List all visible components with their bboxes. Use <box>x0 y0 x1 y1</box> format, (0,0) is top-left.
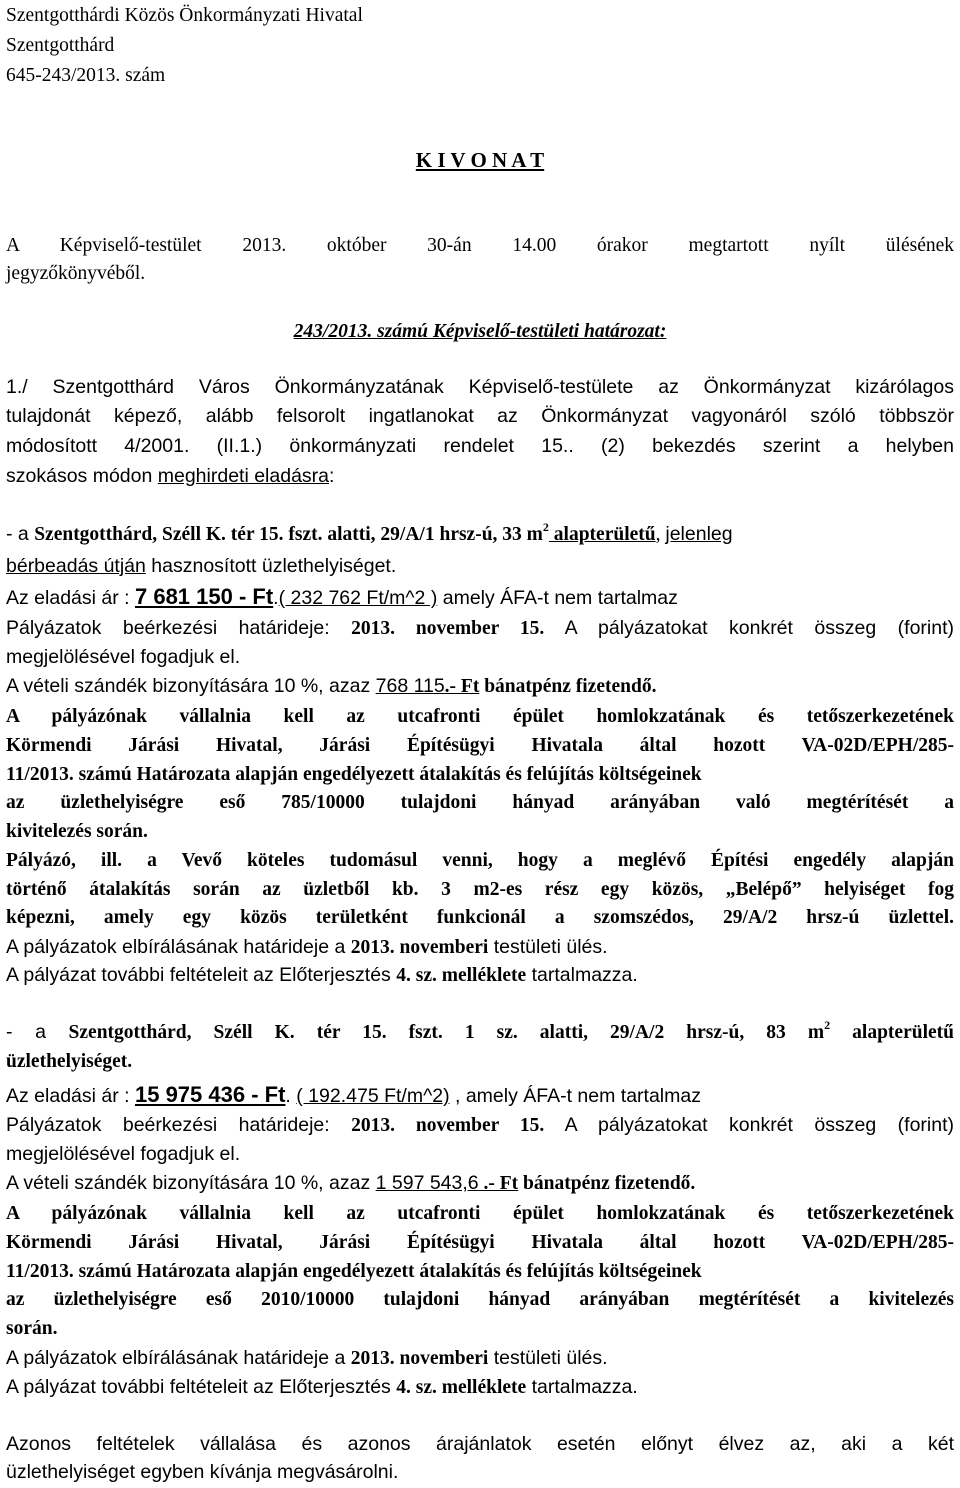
item2-deadline-label: Pályázatok beérkezési határideje: <box>6 1114 352 1136</box>
item1-terms-line <box>6 966 954 986</box>
para1-colon: : <box>329 465 335 487</box>
item1-cond-1: A pályázónak vállalnia kell az utcafronti épület homlokzatának és tetőszerkezetének <box>6 706 954 727</box>
item1-deadline-note: A pályázatokat konkrét összeg (forint) <box>544 617 954 639</box>
item2-dash: - a <box>6 1021 69 1043</box>
item2-address: Szentgotthárd, Széll K. tér 15. fszt. 1 sz. alatti, 29/A/2 hrsz-ú, 83 m <box>68 1022 825 1043</box>
para1-manner: szokásos módon <box>6 465 158 487</box>
item1-deadline-label: Pályázatok beérkezési határideje: <box>6 617 352 639</box>
item1-cond-2: Körmendi Járási Hivatal, Járási Építésügyi Hivatala által hozott VA-02D/EPH/285- <box>6 735 954 756</box>
item1-cond-7: történő átalakítás során az üzletből kb. 3 m2-es rész egy közös, „Belépő” helyiséget fog <box>6 879 954 900</box>
para1-decree: módosított 4/2001. (II.1.) önkormányzati rendelet 15. <box>6 435 569 457</box>
intro-time: 14.00 órakor megtartott nyílt ülésének <box>512 235 955 256</box>
item1-deposit-note: bánatpénz fizetendő. <box>479 676 657 697</box>
item2-terms-label: A pályázat további feltételeit az Előterjesztés <box>6 1376 397 1398</box>
item1-address: Szentgotthárd, Széll K. tér 15. fszt. alatti, 29/A/1 hrsz-ú, 33 m <box>34 524 543 545</box>
item1-cond-8: képezni, amely egy közös területként funkcionál a szomszédos, 29/A/2 hrsz-ú üzlettel. <box>6 907 954 928</box>
para1-line-4 <box>6 467 954 487</box>
item1-price-line <box>6 586 954 609</box>
item2-evaluation-line <box>6 1349 954 1369</box>
item1-line-2 <box>6 557 954 577</box>
item2-area-label: alapterületű <box>830 1022 954 1043</box>
item1-deposit-line <box>6 677 954 697</box>
item1-cond-3: 11/2013. számú Határozata alapján engedélyezett átalakítás és felújítás költségeinek <box>6 764 702 785</box>
item1-evaluation-line <box>6 938 954 958</box>
item1-deadline-line <box>6 619 954 639</box>
intro-body: A Képviselő-testület <box>6 235 202 256</box>
item1-price-per-m2: ( 232 762 Ft/m^2 ) <box>278 587 438 609</box>
item2-price: 15 975 436 - Ft <box>134 1082 286 1107</box>
item2-sup: 2 <box>824 1018 831 1032</box>
item2-line-1 <box>6 1018 954 1043</box>
item2-deposit-currency: .- Ft <box>478 1173 519 1194</box>
item2-price-line <box>6 1084 954 1107</box>
item2-cond-1: A pályázónak vállalnia kell az utcafronti épület homlokzatának és tetőszerkezetének <box>6 1203 954 1224</box>
item2-price-per-m2: ( 192.475 Ft/m^2) <box>296 1085 450 1107</box>
item1-line-1 <box>6 520 954 545</box>
para1-line-2: tulajdonát képező, alább felsorolt ingatlanokat az Önkormányzat vagyonáról szóló többször <box>6 405 954 427</box>
intro-line-1 <box>6 236 954 256</box>
item1-cond-6: Pályázó, ill. a Vevő köteles tudomásul venni, hogy a meglévő Építési engedély alapján <box>6 850 954 871</box>
item1-deposit-label: A vételi szándék bizonyítására 10 %, azaz <box>6 675 376 697</box>
item1-deposit-currency: .- Ft <box>444 676 480 697</box>
item2-terms-line <box>6 1378 954 1398</box>
item1-price: 7 681 150 - Ft <box>134 584 274 609</box>
item2-line-2: üzlethelyiséget. <box>6 1051 133 1072</box>
item1-cond-5: kivitelezés során. <box>6 821 148 842</box>
closing-line-2: üzlethelyiséget egyben kívánja megvásárolni. <box>6 1461 399 1483</box>
city-name: Szentgotthárd <box>6 35 115 56</box>
closing-line-1: Azonos feltételek vállalása és azonos árajánlatok esetén előnyt élvez az, aki a két <box>6 1433 954 1455</box>
item2-deposit-line <box>6 1174 954 1194</box>
item2-deadline-date: 2013. november 15. <box>351 1115 545 1136</box>
item1-currently: jelenleg <box>665 523 733 545</box>
document-title: K I V O N A T <box>415 148 545 172</box>
para1-line-1: 1./ Szentgotthárd Város Önkormányzatának Képviselő-testülete az Önkormányzat kizárólagos <box>6 376 954 398</box>
item1-terms-label: A pályázat további feltételeit az Előterjesztés <box>6 964 397 986</box>
item1-terms-annex: 4. sz. melléklete <box>396 965 527 986</box>
item1-deadline-date: 2013. november 15. <box>351 618 545 639</box>
intro-line-2: jegyzőkönyvéből. <box>6 263 146 284</box>
item1-vat-note: amely ÁFA-t nem tartalmaz <box>437 587 678 609</box>
intro-date: 2013. október 30-án <box>242 235 472 256</box>
item2-cond-5: során. <box>6 1318 58 1339</box>
item1-eval-date: 2013. novemberi <box>350 937 489 958</box>
item2-deadline-note: A pályázatokat konkrét összeg (forint) <box>544 1114 954 1136</box>
item2-eval-note: testületi ülés. <box>488 1347 608 1369</box>
item1-eval-label: A pályázatok elbírálásának határideje a <box>6 936 351 958</box>
para1-line-3 <box>6 437 954 457</box>
item1-area-label: alapterületű <box>548 524 656 545</box>
para1-announce: meghirdeti eladásra <box>157 465 330 487</box>
item2-terms-annex: 4. sz. melléklete <box>396 1377 527 1398</box>
item1-dash: - a <box>6 523 35 545</box>
item2-deadline-line <box>6 1116 954 1136</box>
item2-deadline-line-2: megjelölésével fogadjuk el. <box>6 1143 241 1165</box>
para1-paragraph: . (2) bekezdés szerint a helyben <box>568 435 954 457</box>
item1-terms-note: tartalmazza. <box>526 964 638 986</box>
item2-price-sep: . <box>285 1085 297 1107</box>
item2-deposit-amount: 1 597 543,6 <box>375 1172 479 1194</box>
item1-eval-note: testületi ülés. <box>488 936 608 958</box>
item1-sup: 2 <box>542 520 549 534</box>
item2-vat-note: , amely ÁFA-t nem tartalmaz <box>449 1085 701 1107</box>
item2-cond-3: 11/2013. számú Határozata alapján engedélyezett átalakítás és felújítás költségeinek <box>6 1261 702 1282</box>
item2-deposit-note: bánatpénz fizetendő. <box>518 1173 696 1194</box>
item2-price-label: Az eladási ár : <box>6 1085 135 1107</box>
reference-number: 645-243/2013. szám <box>6 65 166 86</box>
item1-lease: bérbeadás útján <box>6 555 146 577</box>
resolution-title: 243/2013. számú Képviselő-testületi határozat: <box>293 321 667 342</box>
item2-eval-date: 2013. novemberi <box>350 1348 489 1369</box>
item1-price-label: Az eladási ár : <box>6 587 135 609</box>
office-name: Szentgotthárdi Közös Önkormányzati Hivatal <box>6 5 363 26</box>
item1-cond-4: az üzlethelyiségre eső 785/10000 tulajdoni hányad arányában való megtérítését a <box>6 792 954 813</box>
item2-cond-2: Körmendi Járási Hivatal, Járási Építésügyi Hivatala által hozott VA-02D/EPH/285- <box>6 1232 954 1253</box>
item1-deposit-amount: 768 115 <box>375 675 445 697</box>
item2-eval-label: A pályázatok elbírálásának határideje a <box>6 1347 351 1369</box>
item2-deposit-label: A vételi szándék bizonyítására 10 %, azaz <box>6 1172 376 1194</box>
item1-deadline-line-2: megjelölésével fogadjuk el. <box>6 646 241 668</box>
item1-usage: hasznosított üzlethelyiséget. <box>145 555 397 577</box>
item2-cond-4: az üzlethelyiségre eső 2010/10000 tulajdoni hányad arányában megtérítését a kivitelezés <box>6 1289 954 1310</box>
item1-comma: , <box>655 524 666 545</box>
item1-price-sep: . <box>273 587 279 609</box>
item2-terms-note: tartalmazza. <box>526 1376 638 1398</box>
